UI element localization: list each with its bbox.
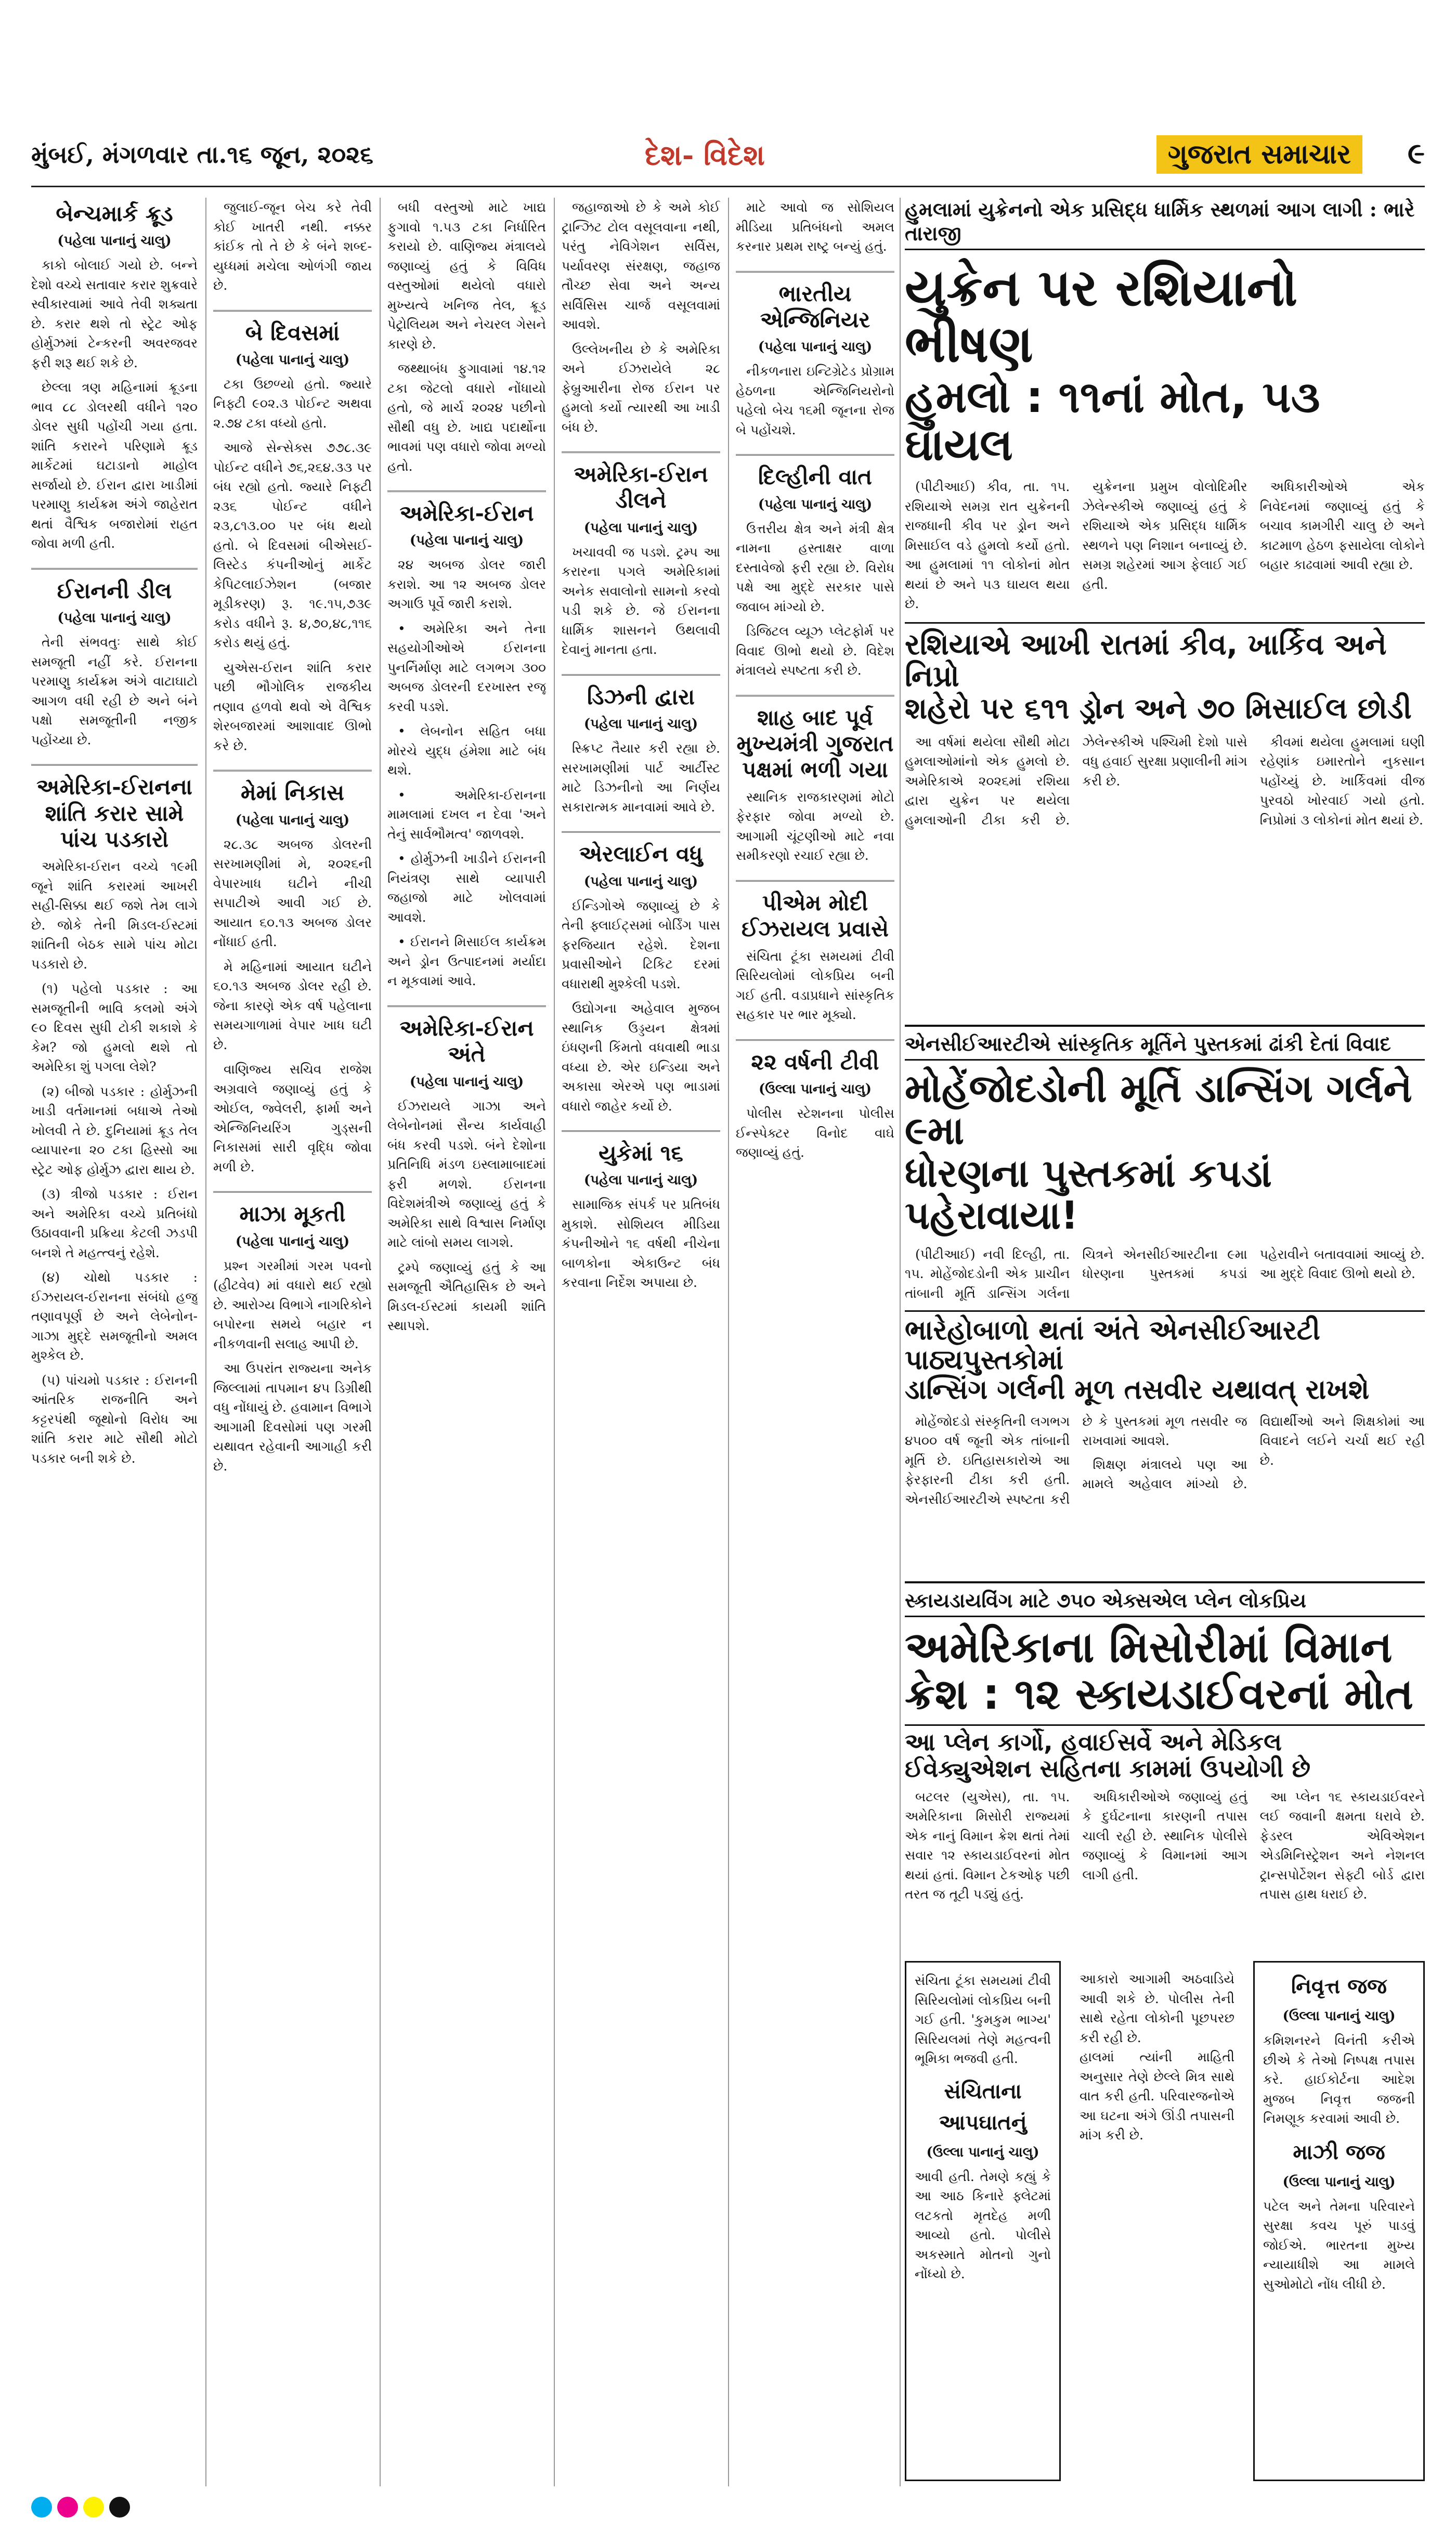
body-text: અધિકારીઓએ જણાવ્યું હતું કે દુર્ઘટનાના કારણની તપાસ ચાલી રહી છે. સ્થાનિક પોલીસે જણાવ્યું કે વિમાનમાં આગ લાગી હતી.	[1082, 1789, 1247, 1882]
body-text: ૨૮.૩૮ અબજ ડોલરની સરખામણીમાં મે, ૨૦૨૬ની વેપારખાધ ઘટીને નીચી સપાટીએ આવી ગઈ છે. આયાત ૬૦.૧૩ અબજ ડોલર નોંધાઈ હતી.	[213, 836, 372, 950]
subheadline: આ પ્લેન કાર્ગો, હવાઈસર્વે અને મેડિકલ	[905, 1724, 1425, 1756]
headline: ક્રેશ : ૧૨ સ્કાયડાઈવરનાં મોત	[905, 1670, 1413, 1720]
headline: અમેરિકા-ઈરાન ડીલને	[574, 461, 708, 513]
divider	[736, 880, 894, 882]
story-five-challenges	[31, 774, 198, 1468]
column-rule	[554, 198, 555, 2486]
body-text: • અમેરિકા અને તેના સહયોગીઓએ ઈરાનના પુનર્નિર્માણ માટે લગભગ ૩૦૦ અબજ ડોલરની દરખાસ્ત રજૂ કરવી પડશે.	[387, 621, 546, 714]
body-text: (૫) પાંચમો પડકાર : ઈરાનની આંતરિક રાજનીતિ અને કટ્ટરપંથી જૂથોનો વિરોધ આ શાંતિ કરાર માટે સૌથી મોટો પડકાર બની શકે છે.	[31, 1372, 198, 1466]
body-text: (૩) ત્રીજો પડકાર : ઈરાન અને અમેરિકા વચ્ચે પ્રતિબંધો ઉઠાવવાની પ્રક્રિયા કેટલી ઝડપી બનશે તે મહત્ત્વનું રહેશે.	[31, 1186, 198, 1260]
headline: મેમાં નિકાસ	[241, 780, 344, 806]
continued-label: (પહેલા પાનાનું ચાલુ)	[583, 1172, 698, 1189]
body-text: પ્રશ્ન ગરમીમાં ગરમ પવનો (હીટવેવ) માં વધારો થઈ રહ્યો છે. આરોગ્ય વિભાગે નાગરિકોને બપોરના સમયે બહાર ન નીકળવાની સલાહ આપી છે.	[213, 1258, 372, 1351]
body-text: (પીટીઆઈ) કીવ, તા. ૧૫. રશિયાએ સમગ્ર રાત યુક્રેનની રાજધાની કીવ પર ડ્રોન અને મિસાઈલ વડે હુમલો કર્યો હતો. આ હુમલામાં ૧૧ લોકોનાં મોત થયાં છે અને ૫૩ ઘાયલ થયા છે.	[905, 479, 1070, 612]
registration-mark-black	[109, 2497, 130, 2518]
continued-label: (પહેલા પાનાનું ચાલુ)	[409, 533, 524, 549]
body-text: વાણિજ્ય સચિવ રાજેશ અગ્રવાલે જણાવ્યું હતું કે ઓઈલ, જ્વેલરી, ફાર્મા અને એન્જિનિયરિંગ ગુડ્સની નિકાસમાં સારી વૃદ્ધિ જોવા મળી છે.	[213, 1062, 372, 1175]
body-text: કમિશનરને વિનંતી કરીએ છીએ કે તેઓ નિષ્પક્ષ તપાસ કરે. હાઈકોર્ટના આદેશ મુજબ નિવૃત્ત જજની નિમણૂક કરવામાં આવી છે.	[1263, 2033, 1415, 2126]
issue-date: મુંબઈ, મંગળવાર તા.૧૬ જૂન, ૨૦૨૬	[31, 140, 373, 169]
column-rule	[380, 198, 381, 2486]
column-rule	[728, 198, 729, 2486]
kicker: સ્કાયડાયવિંગ માટે ૭૫૦ એક્સએલ પ્લેન લોકપ્રિય	[905, 1589, 1425, 1617]
subheadline: ડાન્સિંગ ગર્લની મૂળ તસવીર યથાવત્ રાખશે	[905, 1374, 1370, 1406]
page-header	[31, 130, 1425, 187]
body-text: ઉલ્લેખનીય છે કે અમેરિકા અને ઈઝરાયેલે ૨૮ ફેબ્રુઆરીના રોજ ઈરાન પર હુમલો કર્યો ત્યારથી આ ખાડી બંધ છે.	[562, 341, 720, 435]
feature-ukraine-attack	[905, 198, 1425, 1009]
divider	[387, 1005, 546, 1007]
divider	[562, 831, 720, 833]
story-indian-engineers	[736, 281, 894, 440]
subheadline: રશિયાએ આખી રાતમાં કીવ, ખાર્કિવ અને નિપ્રો	[905, 622, 1425, 693]
continued-label: (ઉલ્લા પાનાનું ચાલુ)	[758, 1081, 872, 1098]
story-iran-deal	[31, 578, 198, 750]
story-heatwave	[213, 1201, 372, 1476]
body-text: જથ્થાબંધ ફુગાવામાં ૧૪.૧૨ ટકા જેટલો વધારો નોંધાયો હતો, જે માર્ચ ૨૦૨૪ પછીનો સૌથી વધુ છે. ખાદ્ય પદાર્થોના ભાવમાં પણ વધારો જોવા મળ્યો હતો.	[387, 361, 546, 474]
registration-mark-cyan	[31, 2497, 52, 2518]
column-4	[562, 198, 720, 2486]
story-delhi	[736, 464, 894, 680]
body-text: તેની સંભવતુઃ સાથે કોઈ સમજૂતી નહીં કરે. ઈરાનના પરમાણુ કાર્યક્રમ અંગે વાટાઘાટો આગળ વધી રહી છે અને બંને પક્ષો સમજૂતીની નજીક પહોંચ્યા છે.	[31, 635, 198, 747]
page-number: ૯	[1407, 136, 1425, 171]
body-text: આવી હતી. તેમણે કહ્યું કે આ આઠ કિનારે ફ્લેટમાં લટકતો મૃતદેહ મળી આવ્યો હતો. પોલીસે અકસ્માતે મોતનો ગુનો નોંધ્યો છે.	[915, 2169, 1051, 2281]
kicker: હુમલામાં યુક્રેનનો એક પ્રસિદ્ધ ધાર્મિક સ્થળમાં આગ લાગી : ભારે તારાજી	[905, 198, 1425, 250]
body-text: ૨૪ અબજ ડોલર જારી કરાશે. આ ૧૨ અબજ ડોલર અગાઉ પૂર્વે જારી કરાશે.	[387, 557, 546, 612]
body-text: કીવમાં થયેલા હુમલામાં ઘણી રહેણાંક ઇમારતોને નુકસાન પહોંચ્યું છે. ખાર્કિવમાં વીજ પુરવઠો ખોરવાઈ ગયો હતો. નિપ્રોમાં ૩ લોકોનાં મોત થયાં છે.	[1259, 734, 1425, 828]
body-text: અધિકારીઓએ એક નિવેદનમાં જણાવ્યું હતું કે બચાવ કામગીરી ચાલુ છે અને કાટમાળ હેઠળ ફસાયેલા લોકોને બહાર કાઢવામાં આવી રહ્યા છે.	[1259, 479, 1425, 573]
headline: સંચિતાના આપઘાતનું	[939, 2079, 1027, 2135]
body-text: બટલર (યુએસ), તા. ૧૫. અમેરિકાના મિસોરી રાજ્યમાં એક નાનું વિમાન ક્રેશ થતાં તેમાં સવાર ૧૨ સ્કાયડાઈવરનાં મોત થયાં હતાં. વિમાન ટેકઓફ પછી તરત જ તૂટી પડ્યું હતું.	[905, 1789, 1070, 1902]
divider	[562, 674, 720, 676]
divider	[562, 1130, 720, 1132]
body-text: ઉત્તરીય ક્ષેત્ર અને મંત્રી ક્ષેત્ર નામના હસ્તાક્ષર વાળા દસ્તાવેજો ફરી રહ્યા છે. વિરોધ પક્ષે આ મુદ્દે સરકાર પાસે જવાબ માંગ્યો છે.	[736, 521, 894, 614]
headline: હુમલો : ૧૧નાં મોત, ૫૩ ઘાયલ	[905, 371, 1320, 470]
story-may-exports	[213, 780, 372, 1177]
body-text: આજે સેન્સેક્સ ૭૭૮.૩૯ પોઈન્ટ વધીને ૭૬,૨૬૪.૩૩ પર બંધ રહ્યો હતો. જ્યારે નિફ્ટી ૨૩૬ પોઈન્ટ વધીને ૨૩,૮૧૩.૦૦ પર બંધ થયો હતો. બે દિવસમાં બીએસઈ-લિસ્ટેડ કંપનીઓનું માર્કેટ કેપિટલાઈઝેશન (બજાર મૂડીકરણ) રૂ. ૧૯.૧૫,૭૩૯ કરોડ વધીને રૂ. ૪,૭૦,૪૮,૧૧૬ કરોડ થયું હતું.	[213, 440, 372, 651]
column-rule	[205, 198, 206, 2486]
column-2	[213, 198, 372, 2486]
divider	[736, 1039, 894, 1041]
body-text: આ પ્લેન ૧૬ સ્કાયડાઈવરને લઈ જવાની ક્ષમતા ધરાવે છે. ફેડરલ એવિએશન એડમિનિસ્ટ્રેશન અને નેશનલ ટ્રાન્સપોર્ટેશન સેફ્ટી બોર્ડ દ્વારા તપાસ હાથ ધરાઈ છે.	[1259, 1789, 1425, 1902]
headline: યુક્રેન પર રશિયાનો ભીષણ	[905, 259, 1298, 374]
body-text: મોહેંજોદડો સંસ્કૃતિની લગભગ ૪૫૦૦ વર્ષ જૂની એક તાંબાની મૂર્તિ છે. ઇતિહાસકારોએ આ ફેરફારની ટીકા કરી હતી. એનસીઈઆરટીએ સ્પષ્ટતા કરી છે કે પુસ્તકમાં મૂળ તસવીર જ રાખવામાં આવશે.	[905, 1413, 1247, 1507]
story-disney	[562, 684, 720, 817]
headline: અમેરિકાના મિસોરીમાં વિમાન	[905, 1623, 1393, 1672]
masthead-logo: ગુજરાત સમાચાર	[1156, 135, 1362, 174]
story-pm-israel	[736, 890, 894, 1025]
continued-label: (પહેલા પાનાનું ચાલુ)	[409, 1074, 524, 1090]
body-text: જહાજાઓ છે કે અમે કોઈ ટ્રાન્ઝિટ ટોલ વસૂલવાના નથી, પરંતુ નેવિગેશન સર્વિસ, પર્યાવરણ સંરક્ષણ, જહાજ તૌચ્છ સેવા અને અન્ય સર્વિસિસ ચાર્જ વસૂલવામાં આવશે.	[562, 200, 720, 332]
story-politics	[736, 705, 894, 866]
column-1	[31, 198, 198, 2486]
body-text: આ વર્ષમાં થયેલા સૌથી મોટા હુમલાઓમાંનો એક હુમલો છે. અમેરિકાએ ૨૦૨૬માં રશિયા દ્વારા યુક્રેન પર થયેલા હુમલાઓની ટીકા કરી છે. ઝેલેન્સ્કીએ પશ્ચિમી દેશો પાસે વધુ હવાઈ સુરક્ષા પ્રણાલીની માંગ કરી છે.	[905, 734, 1247, 828]
column-3	[387, 198, 546, 2486]
story-social-media	[736, 198, 894, 256]
subheadline: શહેરો પર ૬૧૧ ડ્રોન અને ૭૦ મિસાઈલ છોડી	[905, 692, 1412, 726]
article-body	[905, 477, 1425, 614]
feature-missouri-crash	[905, 1581, 1425, 1945]
continued-label: (પહેલા પાનાનું ચાલુ)	[57, 233, 172, 249]
registration-mark-yellow	[83, 2497, 104, 2518]
divider	[31, 764, 198, 766]
feature-ncert-statue	[905, 1025, 1425, 1566]
registration-mark-magenta	[57, 2497, 78, 2518]
body-text: ટ્રમ્પે જણાવ્યું હતું કે આ સમજૂતી ઐતિહાસિક છે અને મિડલ-ઈસ્ટમાં કાયમી શાંતિ સ્થાપશે.	[387, 1259, 546, 1334]
continued-label: (પહેલા પાનાનું ચાલુ)	[57, 610, 172, 626]
article-body	[905, 1245, 1425, 1304]
column-rule	[900, 198, 901, 2486]
story-hormuz	[562, 198, 720, 437]
continued-label: (ઉલ્લા પાનાનું ચાલુ)	[1282, 2174, 1396, 2190]
continued-label: (પહેલા પાનાનું ચાલુ)	[583, 520, 698, 536]
body-text: ઈન્ડિગોએ જણાવ્યું છે કે તેની ફ્લાઈટ્સમાં બોર્ડિંગ પાસ ફરજિયાત રહેશે. દેશના પ્રવાસીઓને ટિકિટ દરમાં વધારાથી મુશ્કેલી પડશે.	[562, 898, 720, 991]
continued-label: (ઉલ્લા પાનાનું ચાલુ)	[926, 2144, 1039, 2160]
body-text: • ઈરાનને મિસાઈલ કાર્યક્રમ અને ડ્રોન ઉત્પાદનમાં મર્યાદા ન મૂકવામાં આવે.	[387, 934, 546, 989]
divider	[213, 1191, 372, 1193]
body-text: ટકા ઉછળ્યો હતો. જ્યારે નિફ્ટી ૯૦૨.૩ પોઈન્ટ અથવા ૨.૭૪ ટકા વધ્યો હતો.	[213, 376, 372, 431]
headline: યુકેમાં ૧૬	[599, 1140, 683, 1166]
body-text: યુક્રેનના પ્રમુખ વોલોદિમીર ઝેલેન્સ્કીએ જણાવ્યું હતું કે રશિયાએ એક પ્રસિદ્ધ ધાર્મિક સ્થળને પણ નિશાન બનાવ્યું છે. સમગ્ર શહેરમાં આગ ફેલાઈ ગઈ હતી.	[1082, 479, 1247, 592]
body-text: યુએસ-ઈરાન શાંતિ કરાર પછી ભૌગોલિક રાજકીય તણાવ હળવો થવો એ વૈશ્વિક શેરબજારમાં આશાવાદ ઊભો કરે છે.	[213, 660, 372, 753]
article-body	[905, 732, 1425, 830]
body-text: • અમેરિકા-ઈરાનના મામલામાં દખલ ન દેવા 'અને તેનું સાર્વભૌમત્વ' જાળવશે.	[387, 787, 546, 842]
body-text: અમેરિકા-ઈરાન વચ્ચે ૧૯મી જૂને શાંતિ કરારમાં આખરી સહી-સિક્કા થઈ જશે તેમ લાગે છે. જોકે તેની મિડલ-ઈસ્ટમાં શાંતિની બેઠક સામે પાંચ મોટા પડકારો છે.	[31, 859, 198, 972]
body-text: આકારો આગામી અઠવાડિયે આવી શકે છે. પોલીસ તેની સાથે રહેતા લોકોની પૂછપરછ કરી રહી છે.	[1080, 1971, 1234, 2045]
headline: ઈરાનની ડીલ	[57, 577, 172, 603]
headline: પીએમ મોદી ઈઝરાયલ પ્રવાસે	[741, 889, 889, 942]
article-body	[905, 1412, 1425, 1509]
story-airline	[562, 841, 720, 1116]
body-text: (૨) બીજો પડકાર : હોર્મુઝની ખાડી વર્તમાનમાં બધાએ તેઓ ખોલવી તે છે. દુનિયામાં ક્રૂડ તેલ વ્યાપારના ૨૦ ટકા હિસ્સો આ સ્ટ્રેટ ઓફ હોર્મુઝ દ્વારા થાય છે.	[31, 1083, 198, 1177]
story-us-iran	[387, 500, 546, 991]
headline: ૨૨ વર્ષની ટીવી	[751, 1049, 879, 1075]
body-text: ઉદ્યોગના અહેવાલ મુજબ સ્થાનિક ઉડ્ડયન ક્ષેત્રમાં ઇંધણની કિંમતો વધવાથી ભાડા વધ્યા છે. એર ઇન્ડિયા અને અકાસા એરએ પણ ભાડામાં વધારો જાહેર કર્યો છે.	[562, 1001, 720, 1114]
continued-label: (પહેલા પાનાનું ચાલુ)	[583, 873, 698, 889]
body-text: • હોર્મુઝની ખાડીને ઈરાનની નિયંત્રણ સાથે વ્યાપારી જહાજો માટે ખોલવામાં આવશે.	[387, 851, 546, 925]
body-text: ઈઝરાયલે ગાઝા અને લેબેનોનમાં સૈન્ય કાર્યવાહી બંધ કરવી પડશે. બંને દેશોના પ્રતિનિધિ મંડળ ઇસ્લામાબાદમાં ફરી મળશે. ઈરાનના વિદેશમંત્રીએ જણાવ્યું હતું કે અમેરિકા સાથે વિશ્વાસ નિર્માણ માટે લાંબો સમય લાગશે.	[387, 1098, 546, 1250]
body-text: સામાજિક સંપર્ક પર પ્રતિબંધ મુકાશે. સોશિયલ મીડિયા કંપનીઓને ૧૬ વર્ષથી નીચેના બાળકોના એકાઉન્ટ બંધ કરવાના નિર્દેશ અપાયા છે.	[562, 1197, 720, 1291]
headline: મોહેંજોદડોની મૂર્તિ ડાન્સિંગ ગર્લને ૯મા	[905, 1066, 1412, 1154]
headline: બેન્ચમાર્ક ક્રૂડ	[56, 201, 173, 226]
divider	[736, 271, 894, 273]
story-uk-16	[562, 1140, 720, 1293]
body-text: (૧) પહેલો પડકાર : આ સમજૂતીની ભાવિ કલમો અંગે ૯૦ દિવસ સુધી ટોકી શકાશે કે કેમ? જો હુમલો થશે તો અમેરિકા શું પગલા લેશે?	[31, 981, 198, 1075]
body-text: સંચિતા ટૂંકા સમયમાં ટીવી સિરિયલોમાં લોકપ્રિય બની ગઈ હતી. 'કુમકુમ ભાગ્ય' સિરિયલમાં તેણે મહત્વની ભૂમિકા ભજવી હતી.	[915, 1973, 1051, 2066]
body-text: સ્થાનિક રાજકારણમાં મોટો ફેરફાર જોવા મળ્યો છે. આગામી ચૂંટણીઓ માટે નવા સમીકરણો રચાઈ રહ્યા છે.	[736, 789, 894, 863]
body-text: માટે આવો જ સોશિયલ મીડિયા પ્રતિબંધનો અમલ કરનાર પ્રથમ રાષ્ટ્ર બન્યું હતું.	[736, 200, 894, 254]
headline: અમેરિકા-ઈરાન	[399, 500, 534, 526]
body-text: આ ઉપરાંત રાજ્યના અનેક જિલ્લામાં તાપમાન ૪૫ ડિગ્રીથી વધુ નોંધાયું છે. હવામાન વિભાગે આગામી દિવસોમાં પણ ગરમી યથાવત રહેવાની આગાહી કરી છે.	[213, 1361, 372, 1474]
body-text: નીકળનારા ઇન્ટિગ્રેટેડ પ્રોગ્રામ હેઠળના એન્જિનિયરોનો પહેલો બેચ ૧૬મી જૂનના રોજ બે પહોંચશે.	[736, 364, 894, 437]
story-retired-judge	[1253, 1961, 1425, 2481]
body-text: હાલમાં ત્યાંની માહિતી અનુસાર તેણે છેલ્લે મિત્ર સાથે વાત કરી હતી. પરિવારજનોએ આ ઘટના અંગે ઊંડી તપાસની માંગ કરી છે.	[1080, 2049, 1234, 2143]
headline: માઝા મૂકતી	[239, 1201, 346, 1227]
headline: ભારતીય એન્જિનિયર	[760, 280, 870, 332]
divider	[736, 454, 894, 456]
article-body	[905, 1787, 1425, 1904]
body-text: ખચાવવી જ પડશે. ટ્રમ્પ આ કરારના પગલે અમેરિકામાં અનેક સવાલોનો સામનો કરવો પડી શકે છે. જે ઈરાનના ધાર્મિક શાસનને ઉથલાવી દેવાનું માનતા હતા.	[562, 544, 720, 657]
body-text: બધી વસ્તુઓ માટે ખાદ્ય ફુગાવો ૧.૫૩ ટકા નિર્ધારિત કરાયો છે. વાણિજ્ય મંત્રાલયે જણાવ્યું હતું કે વિવિધ વસ્તુઓમાં થયેલો વધારો મુખ્યત્વે ખનિજ તેલ, ક્રૂડ પેટ્રોલિયમ અને નેચરલ ગેસને કારણે છે.	[387, 200, 546, 352]
headline: ડિઝની દ્વારા	[587, 683, 695, 709]
headline: ધોરણના પુસ્તકમાં કપડાં પહેરાવાયા!	[905, 1151, 1272, 1238]
headline: શાહ બાદ પૂર્વ મુખ્યમંત્રી ગુજરાત પક્ષમાં ભળી ગયા	[736, 704, 894, 783]
story-us-iran-end	[387, 1015, 546, 1336]
divider	[387, 491, 546, 492]
headline: અમેરિકા-ઈરાન અંતે	[399, 1015, 534, 1067]
body-text: પોલીસ સ્ટેશનના પોલીસ ઈન્સ્પેક્ટર વિનોદ વાઘે જણાવ્યું હતું.	[736, 1106, 894, 1160]
body-text: શિક્ષણ મંત્રાલયે પણ આ મામલે અહેવાલ માંગ્યો છે. વિદ્યાર્થીઓ અને શિક્ષકોમાં આ વિવાદને લઈને ચર્ચા થઈ રહી છે.	[1082, 1413, 1425, 1492]
continued-label: (પહેલા પાનાનું ચાલુ)	[583, 716, 698, 732]
story-benchmark-crude	[31, 201, 198, 553]
headline: માઝી જજ	[1293, 2139, 1385, 2164]
headline: બે દિવસમાં	[245, 319, 340, 345]
section-title: દેશ- વિદેશ	[645, 138, 765, 172]
body-text: સ્ક્રિપ્ટ તૈયાર કરી રહ્યા છે. સરખામણીમાં પાર્ટ આર્ટીસ્ટ માટે ડિઝનીનો આ નિર્ણય સકારાત્મક માનવામાં આવે છે.	[562, 741, 720, 815]
body-text: • લેબનોન સહિત બધા મોરચે યુદ્ધ હંમેશા માટે બંધ થશે.	[387, 724, 546, 778]
divider	[213, 310, 372, 312]
divider	[213, 770, 372, 771]
body-text: ડિજિટલ વ્યૂઝ પ્લેટફોર્મ પર વિવાદ ઊભો થયો છે. વિદેશ મંત્રાલયે સ્પષ્ટતા કરી છે.	[736, 624, 894, 678]
subheadline: ઈવેક્યુએશન સહિતના કામમાં ઉપયોગી છે	[905, 1754, 1311, 1783]
continued-label: (પહેલા પાનાનું ચાલુ)	[235, 352, 350, 368]
story-investigation	[1071, 1961, 1243, 2481]
continued-label: (ઉલ્લા પાનાનું ચાલુ)	[1282, 2008, 1396, 2024]
headline: એરલાઈન વધુ	[579, 841, 703, 867]
divider	[736, 695, 894, 696]
headline: નિવૃત્ત જજ	[1291, 1974, 1387, 1998]
story-inflation	[387, 198, 546, 476]
body-text: મે મહિનામાં આયાત ઘટીને ૬૦.૧૩ અબજ ડોલર રહી છે. જેના કારણે એક વર્ષ પહેલાના સમયગાળામાં વેપાર ખાધ ઘટી છે.	[213, 959, 372, 1052]
continued-label: (પહેલા પાનાનું ચાલુ)	[235, 812, 350, 828]
story-two-days	[213, 320, 372, 756]
story-fragment	[213, 198, 372, 295]
story-us-iran-deal	[562, 461, 720, 660]
body-text: છેલ્લા ત્રણ મહિનામાં ક્રૂડના ભાવ ૮૮ ડોલરથી વધીને ૧૨૦ ડોલર સુધી પહોંચી ગયા હતા. શાંતિ કરારને પરિણામે ક્રૂડ માર્કેટમાં ઘટાડાનો માહોલ સર્જાયો છે. ઈરાન દ્વારા ખાડીમાં પરમાણુ કાર્યક્રમ અંગે જાહેરાત થતાં વૈશ્વિક બજારોમાં રાહત જોવા મળી હતી.	[31, 380, 198, 551]
divider	[31, 568, 198, 570]
body-text: સંચિતા ટૂંકા સમયમાં ટીવી સિરિયલોમાં લોકપ્રિય બની ગઈ હતી. વડાપ્રધાને સાંસ્કૃતિક સહકાર પર ભાર મૂક્યો.	[736, 948, 894, 1023]
body-text: પટેલ અને તેમના પરિવારને સુરક્ષા કવચ પૂરું પાડવું જોઈએ. ભારતના મુખ્ય ન્યાયાધીશે આ મામલે સુઓમોટો નોંધ લીધી છે.	[1263, 2198, 1415, 2292]
headline: અમેરિકા-ઈરાનના શાંતિ કરાર સામે પાંચ પડકારો	[36, 774, 192, 853]
body-text: (૪) ચોથો પડકાર : ઈઝરાયલ-ઈરાનના સંબંધો હજુ તણાવપૂર્ણ છે અને લેબેનોન-ગાઝા મુદ્દે સમજૂતીનો અમલ મુશ્કેલ છે.	[31, 1270, 198, 1363]
body-text: કાકો બોલાઈ ગયો છે. બન્ને દેશો વચ્ચે સતાવાર કરાર શુક્રવારે સ્વીકારવામાં આવે તેવી શક્યતા છે. કરાર થશે તો સ્ટ્રેટ ઓફ હોર્મુઝમાં ટેન્કરની અવરજવર ફરી શરૂ થઈ શકે છે.	[31, 257, 198, 370]
story-sanchita	[905, 1961, 1061, 2481]
column-5	[736, 198, 894, 2486]
continued-label: (પહેલા પાનાનું ચાલુ)	[235, 1233, 350, 1249]
continued-label: (પહેલા પાનાનું ચાલુ)	[758, 339, 873, 355]
kicker: એનસીઈઆરટીએ સાંસ્કૃતિક મૂર્તિને પુસ્તકમાં ઢાંકી દેતાં વિવાદ	[905, 1032, 1425, 1061]
subheadline: ભારેહોબાળો થતાં અંતે એનસીઈઆરટી પાઠ્યપુસ્તકોમાં	[905, 1310, 1425, 1375]
body-text: જુલાઈ-જૂન બેચ કરે તેવી કોઈ ખાતરી નથી. નક્કર કાંઈક તો તે છે કે બંને શબ્દ-યુધ્ધમાં મચેલા ઓળંગી જાય છે.	[213, 200, 372, 293]
headline: દિલ્હીની વાત	[758, 464, 872, 490]
body-text: (પીટીઆઈ) નવી દિલ્હી, તા. ૧૫. મોહેંજોદડોની એક પ્રાચીન તાંબાની મૂર્તિ ડાન્સિંગ ગર્લના ચિત્રને એનસીઈઆરટીના ૯મા ધોરણના પુસ્તકમાં કપડાં પહેરાવીને બતાવવામાં આવ્યું છે. આ મુદ્દે વિવાદ ઊભો થયો છે.	[905, 1246, 1425, 1301]
divider	[562, 451, 720, 453]
continued-label: (પહેલા પાનાનું ચાલુ)	[758, 496, 873, 512]
story-tv-actress	[736, 1049, 894, 1163]
